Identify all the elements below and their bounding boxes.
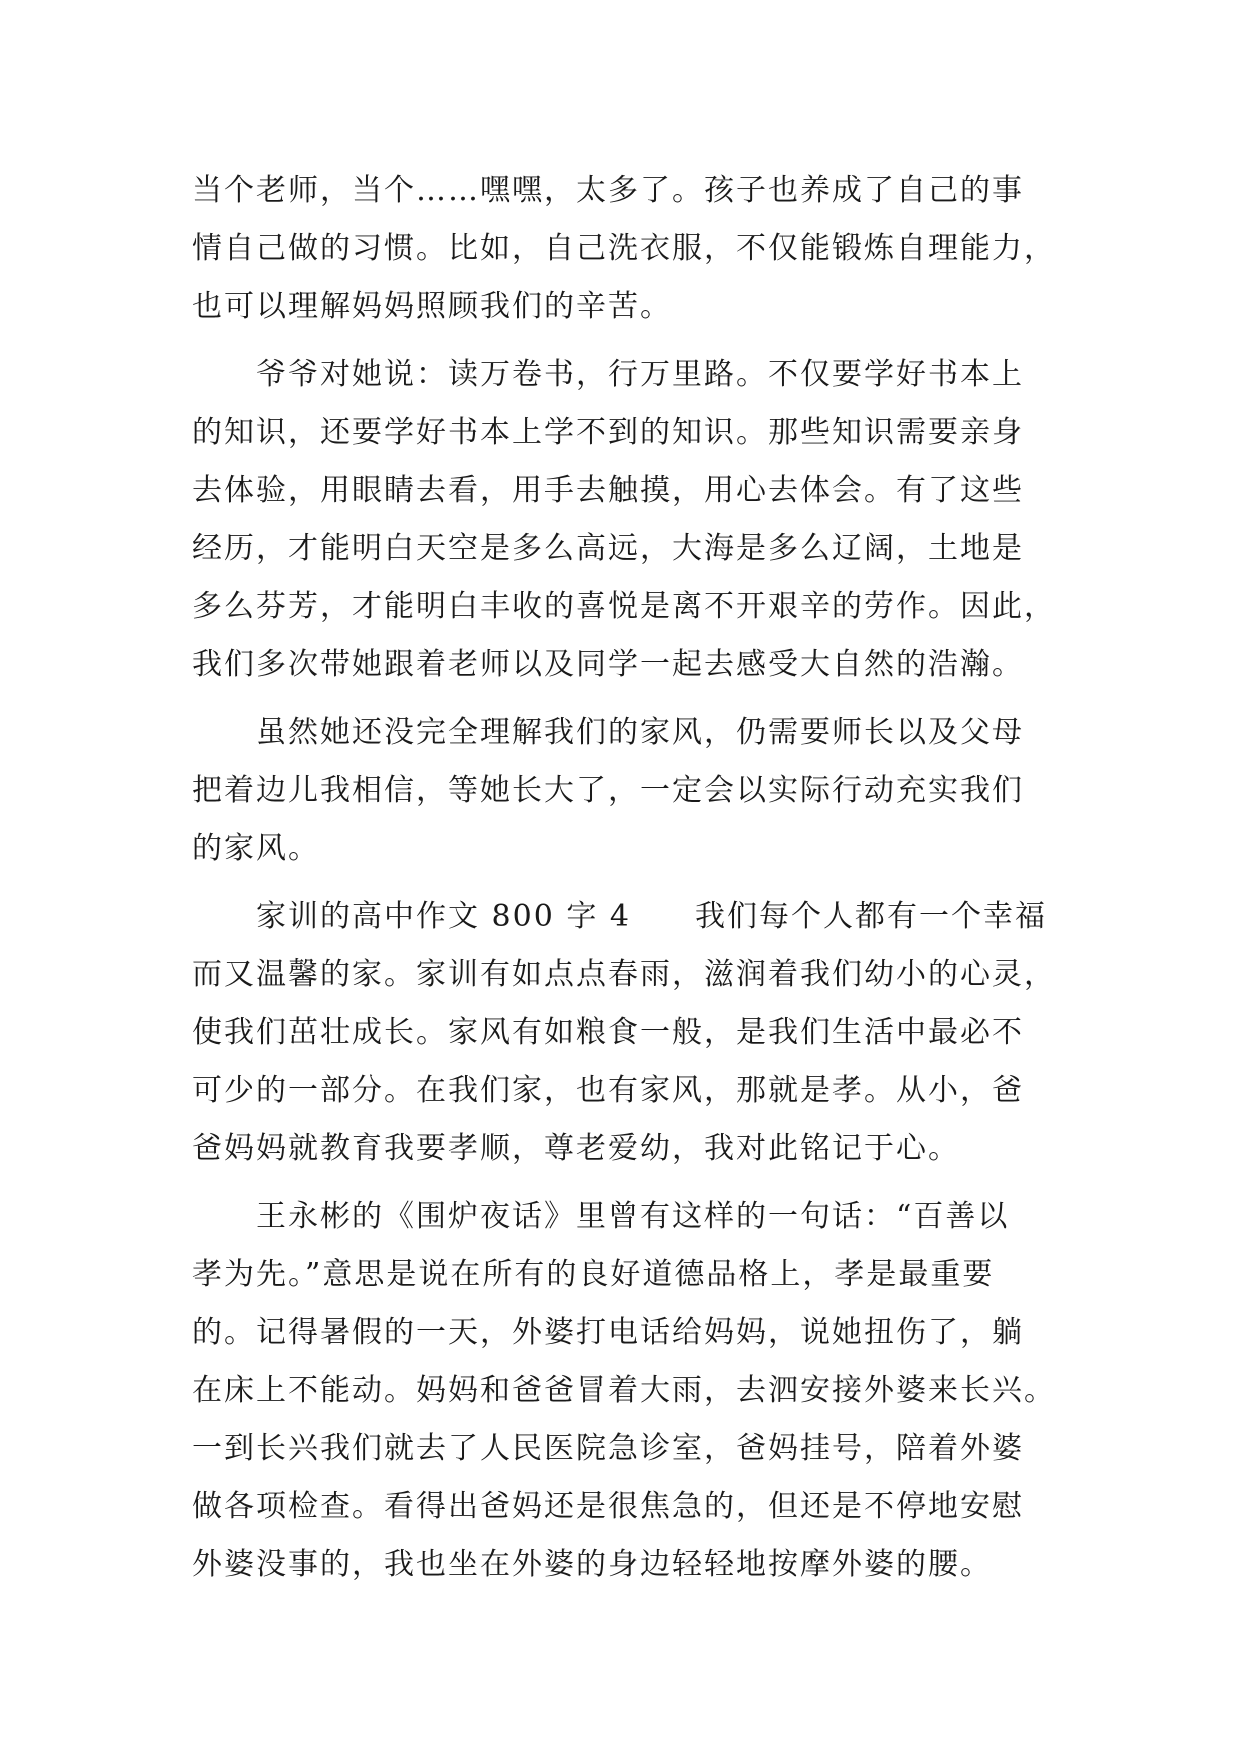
text-line: 也可以理解妈妈照顾我们的辛苦。 xyxy=(192,289,672,324)
paragraph-4 xyxy=(192,888,1072,1178)
text-line: 爷爷对她说：读万卷书，行万里路。不仅要学好书本上 xyxy=(192,357,1024,392)
text-line: 家训的高中作文 800 字 4 我们每个人都有一个幸福 xyxy=(192,899,1047,934)
text-line: 经历，才能明白天空是多么高远，大海是多么辽阔，土地是 xyxy=(192,531,1024,566)
text-line: 虽然她还没完全理解我们的家风，仍需要师长以及父母 xyxy=(192,715,1024,750)
paragraph-gap xyxy=(192,694,1072,704)
text-line: 做各项检查。看得出爸妈还是很焦急的，但还是不停地安慰 xyxy=(192,1489,1024,1524)
text-line: 使我们茁壮成长。家风有如粮食一般，是我们生活中最必不 xyxy=(192,1015,1024,1050)
text-line: 在床上不能动。妈妈和爸爸冒着大雨，去泗安接外婆来长兴。 xyxy=(192,1373,1056,1408)
paragraph-gap xyxy=(192,336,1072,346)
text-line: 当个老师，当个……嘿嘿，太多了。孩子也养成了自己的事 xyxy=(192,173,1024,208)
text-line: 外婆没事的，我也坐在外婆的身边轻轻地按摩外婆的腰。 xyxy=(192,1547,992,1582)
text-line: 多么芬芳，才能明白丰收的喜悦是离不开艰辛的劳作。因此， xyxy=(192,589,1056,624)
text-line: 我们多次带她跟着老师以及同学一起去感受大自然的浩瀚。 xyxy=(192,647,1024,682)
paragraph-3 xyxy=(192,704,1072,878)
text-line: 可少的一部分。在我们家，也有家风，那就是孝。从小，爸 xyxy=(192,1073,1024,1108)
text-line: 孝为先。”意思是说在所有的良好道德品格上，孝是最重要 xyxy=(192,1257,995,1292)
paragraph-gap xyxy=(192,878,1072,888)
text-line: 而又温馨的家。家训有如点点春雨，滋润着我们幼小的心灵， xyxy=(192,957,1056,992)
text-line: 情自己做的习惯。比如，自己洗衣服，不仅能锻炼自理能力， xyxy=(192,231,1056,266)
paragraph-1 xyxy=(192,162,1072,336)
text-line: 的家风。 xyxy=(192,831,320,866)
paragraph-gap xyxy=(192,1178,1072,1188)
text-line: 把着边儿我相信，等她长大了，一定会以实际行动充实我们 xyxy=(192,773,1024,808)
text-line: 的。记得暑假的一天，外婆打电话给妈妈，说她扭伤了，躺 xyxy=(192,1315,1024,1350)
text-line: 的知识，还要学好书本上学不到的知识。那些知识需要亲身 xyxy=(192,415,1024,450)
essay-body xyxy=(192,162,1072,1594)
paragraph-5 xyxy=(192,1188,1072,1594)
paragraph-2 xyxy=(192,346,1072,694)
text-line: 一到长兴我们就去了人民医院急诊室，爸妈挂号，陪着外婆 xyxy=(192,1431,1024,1466)
text-line: 去体验，用眼睛去看，用手去触摸，用心去体会。有了这些 xyxy=(192,473,1024,508)
text-line: 爸妈妈就教育我要孝顺，尊老爱幼，我对此铭记于心。 xyxy=(192,1131,960,1166)
text-line: 王永彬的《围炉夜话》里曾有这样的一句话：“百善以 xyxy=(192,1199,1010,1234)
